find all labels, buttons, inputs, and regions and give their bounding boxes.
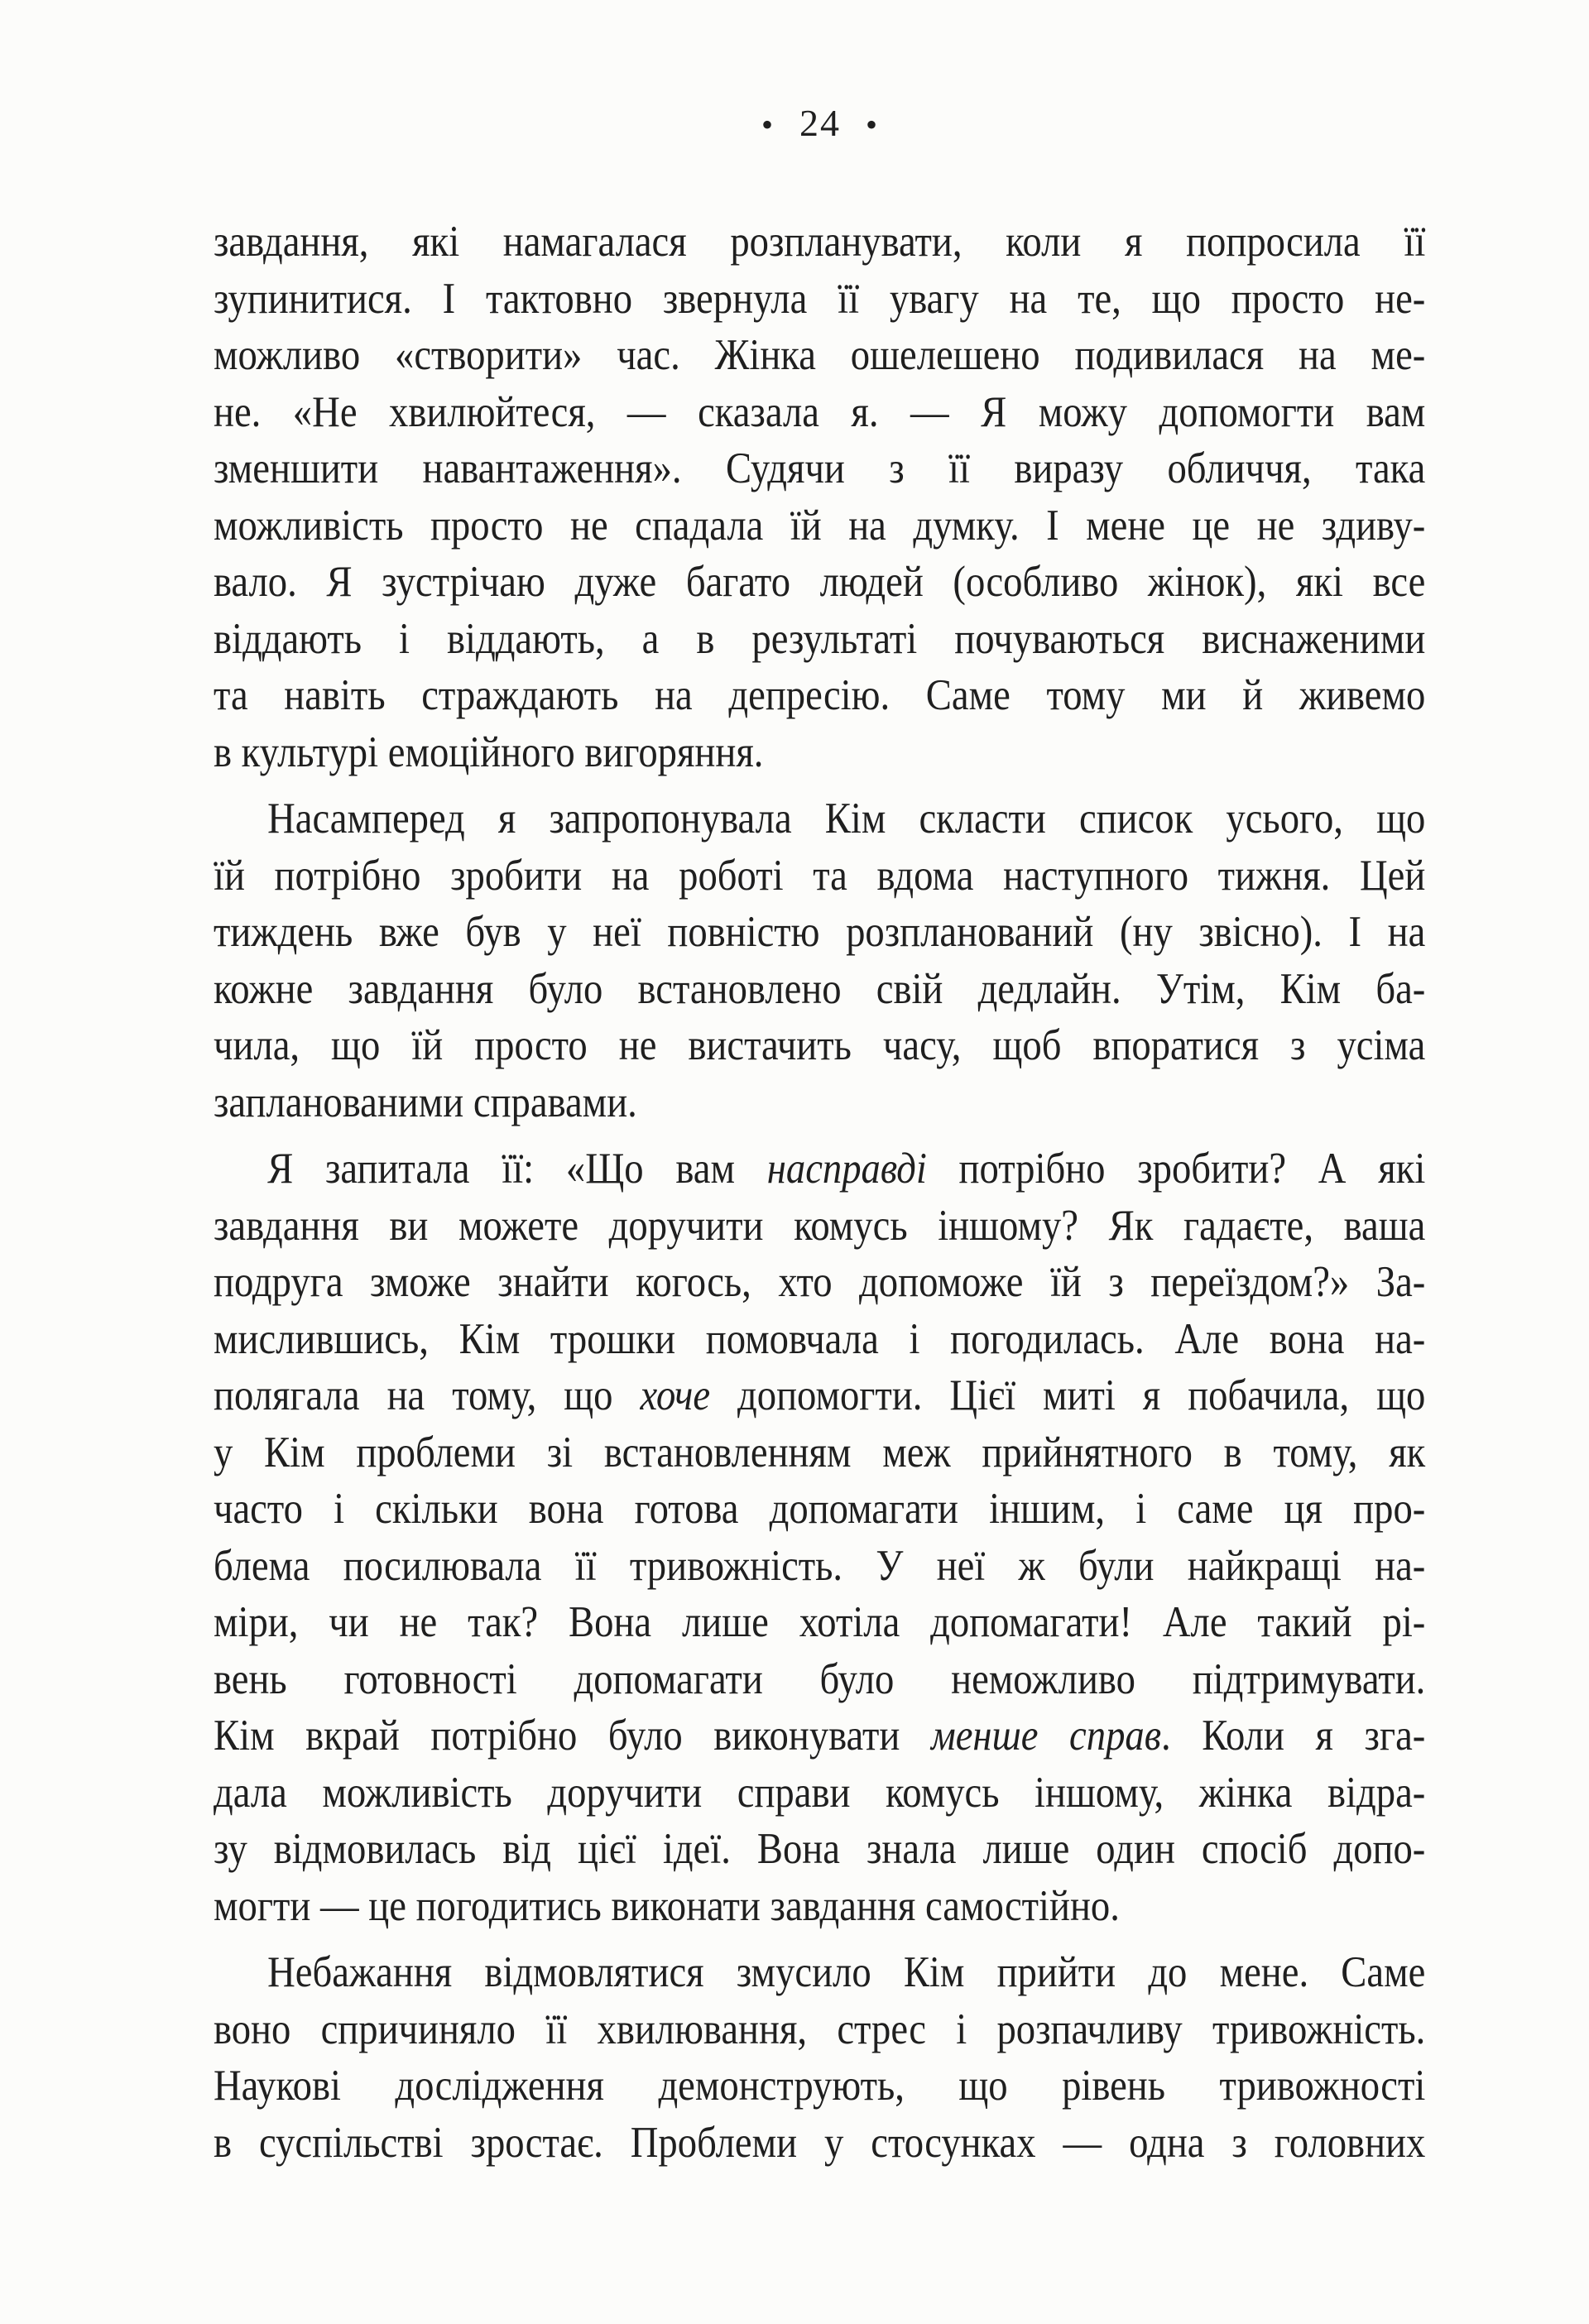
text-line xyxy=(214,847,1425,905)
text-segment: кожне завдання було встановлено свій дедлайн. Утім, Кім ба- xyxy=(214,964,1426,1013)
text-line xyxy=(214,327,1425,384)
text-line xyxy=(214,961,1425,1018)
text-line xyxy=(214,1367,1425,1424)
italic-emphasis: менше справ xyxy=(930,1712,1161,1760)
text-segment: . Коли я зга- xyxy=(1160,1712,1426,1760)
paragraph xyxy=(214,214,1425,780)
text-line xyxy=(214,1594,1425,1651)
bullet-icon: • xyxy=(761,106,775,143)
text-line xyxy=(214,2001,1425,2058)
text-segment: Наукові дослідження демонструють, що рівень тривожності xyxy=(214,2062,1426,2110)
text-line xyxy=(214,271,1425,328)
text-segment: завдання, які намагалася розпланувати, коли я попросила її xyxy=(214,218,1426,266)
text-segment: міри, чи не так? Вона лише хотіла допомагати! Але такий рі- xyxy=(214,1598,1426,1646)
text-line xyxy=(214,1707,1425,1765)
text-line xyxy=(214,724,1425,781)
text-segment: дала можливість доручити справи комусь іншому, жінка відра- xyxy=(214,1768,1426,1817)
text-segment: Кім вкрай потрібно було виконувати xyxy=(214,1712,931,1760)
text-segment: Насамперед я запропонувала Кім скласти список усього, що xyxy=(267,795,1426,843)
text-segment: вень готовності допомагати було неможливо підтримувати. xyxy=(214,1654,1426,1703)
text-segment: вало. Я зустрічаю дуже багато людей (особливо жінок), які все xyxy=(214,558,1426,606)
text-line xyxy=(214,2115,1425,2172)
text-segment: зупинитися. І тактовно звернула її увагу на те, що просто не- xyxy=(214,274,1426,323)
text-segment: не. «Не хвилюйтеся, — сказала я. — Я можу допомогти вам xyxy=(214,387,1426,436)
text-line xyxy=(214,1944,1425,2001)
text-line xyxy=(214,1481,1425,1538)
text-line xyxy=(214,1017,1425,1074)
text-line xyxy=(214,1074,1425,1131)
paragraph xyxy=(214,1944,1425,2171)
paragraph xyxy=(214,790,1425,1131)
text-line xyxy=(214,790,1425,847)
text-line xyxy=(214,384,1425,441)
text-segment: можливо «створити» час. Жінка ошелешено подивилася на ме- xyxy=(214,331,1426,379)
text-segment: могти — це погодитись виконати завдання самостійно. xyxy=(214,1881,1120,1930)
text-segment: та навіть страждають на депресію. Саме тому ми й живемо xyxy=(214,671,1426,719)
text-segment: блема посилювала її тривожність. У неї ж були найкращі на- xyxy=(214,1541,1426,1590)
text-line xyxy=(214,1254,1425,1311)
text-segment: в суспільстві зростає. Проблеми у стосунках — одна з головних xyxy=(214,2118,1426,2167)
text-line xyxy=(214,2058,1425,2115)
text-segment: часто і скільки вона готова допомагати іншим, і саме ця про- xyxy=(214,1485,1426,1533)
text-segment: воно спричиняло її хвилювання, стрес і розпачливу тривожність. xyxy=(214,2005,1426,2053)
text-segment: можливість просто не спадала їй на думку. І мене це не здиву- xyxy=(214,501,1426,550)
text-line xyxy=(214,1311,1425,1368)
text-segment: зу відмовилась від цієї ідеї. Вона знала лише один спосіб допо- xyxy=(214,1825,1426,1873)
text-segment: віддають і віддають, а в результаті почуваються виснаженими xyxy=(214,614,1426,663)
text-segment: запланованими справами. xyxy=(214,1078,637,1126)
text-segment: їй потрібно зробити на роботі та вдома наступного тижня. Цей xyxy=(214,851,1426,900)
text-line xyxy=(214,1140,1425,1198)
text-line xyxy=(214,1198,1425,1255)
text-segment: Я запитала її: «Що вам xyxy=(267,1145,767,1193)
page-number-text: 24 xyxy=(799,102,841,144)
text-segment: зменшити навантаження». Судячи з її виразу обличчя, така xyxy=(214,444,1426,492)
text-line xyxy=(214,1765,1425,1822)
text-line xyxy=(214,1424,1425,1481)
text-line xyxy=(214,1821,1425,1878)
text-segment: допомогти. Цієї миті я побачила, що xyxy=(710,1371,1426,1419)
text-segment: Небажання відмовлятися змусило Кім прийти до мене. Саме xyxy=(267,1948,1426,1996)
text-line xyxy=(214,554,1425,611)
text-line xyxy=(214,214,1425,271)
text-segment: мислившись, Кім трошки помовчала і погодилась. Але вона на- xyxy=(214,1314,1426,1363)
text-line xyxy=(214,440,1425,497)
text-segment: подруга зможе знайти когось, хто допоможе їй з переїздом?» За- xyxy=(214,1258,1426,1306)
text-segment: чила, що їй просто не вистачить часу, щоб впоратися з усіма xyxy=(214,1021,1426,1069)
text-line xyxy=(214,1651,1425,1708)
text-line xyxy=(214,497,1425,555)
text-segment: полягала на тому, що xyxy=(214,1371,641,1419)
text-segment: завдання ви можете доручити комусь іншому? Як гадаєте, ваша xyxy=(214,1201,1426,1250)
text-line xyxy=(214,904,1425,961)
text-line xyxy=(214,1538,1425,1595)
page-number xyxy=(0,101,1589,145)
bullet-icon: • xyxy=(866,106,880,143)
text-line xyxy=(214,611,1425,668)
text-line xyxy=(214,667,1425,724)
text-line xyxy=(214,1878,1425,1935)
text-segment: у Кім проблеми зі встановленням меж прийнятного в тому, як xyxy=(214,1428,1426,1477)
paragraph xyxy=(214,1140,1425,1934)
page-body-text xyxy=(214,214,1425,2181)
text-segment: потрібно зробити? А які xyxy=(926,1145,1426,1193)
italic-emphasis: хоче xyxy=(640,1371,711,1419)
text-segment: в культурі емоційного вигоряння. xyxy=(214,727,764,776)
italic-emphasis: насправді xyxy=(766,1145,927,1193)
text-segment: тиждень вже був у неї повністю розпланований (ну звісно). І на xyxy=(214,908,1426,956)
